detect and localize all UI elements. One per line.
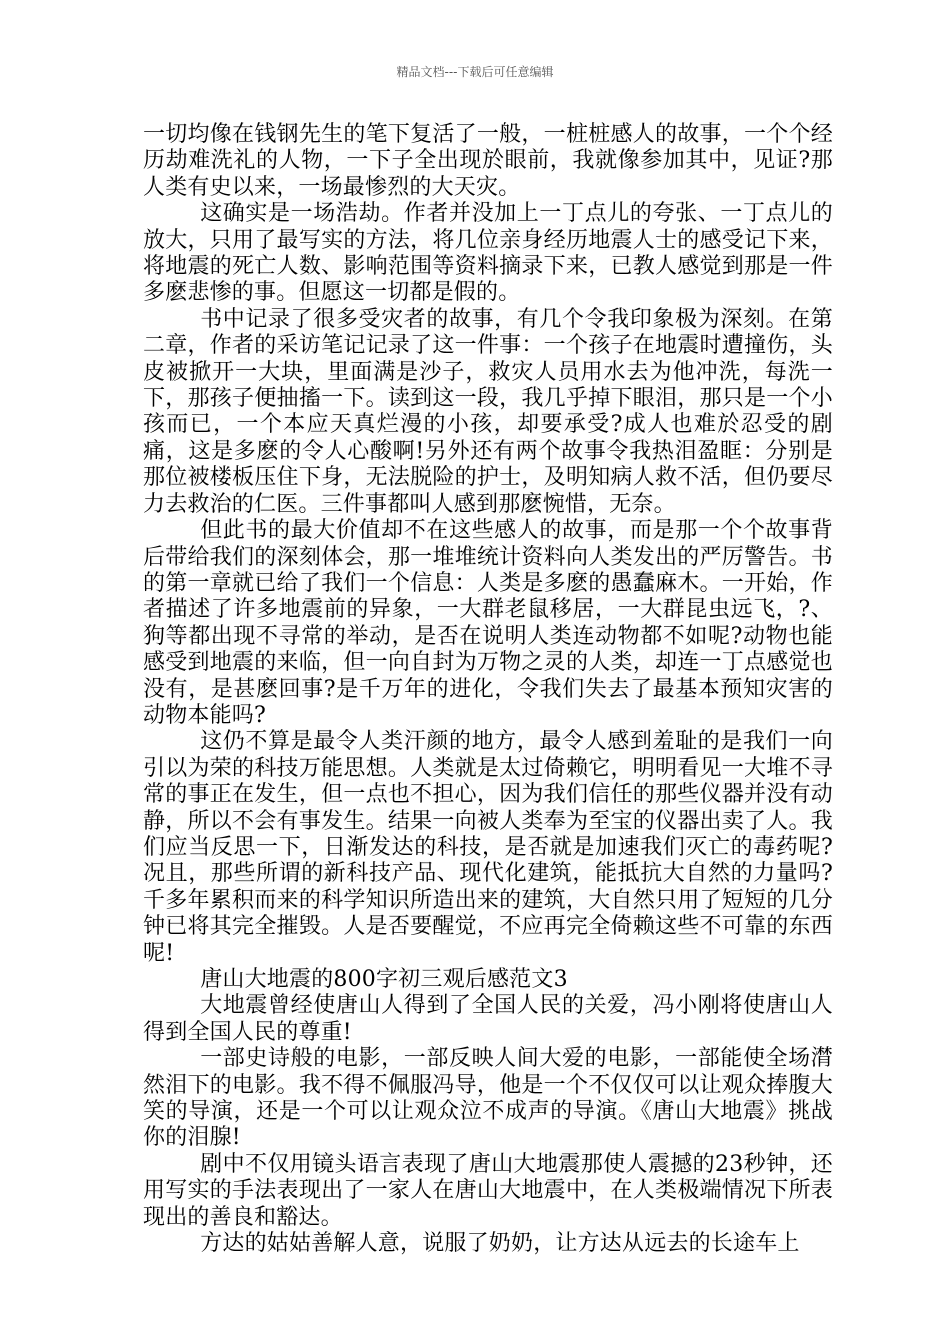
paragraph-8: 剧中不仅用镜头语言表现了唐山大地震那使人震撼的23秒钟，还用写实的手法表现出了一家人在唐山大地震中，在人类极端情况下所表现出的善良和豁达。 [143,1151,833,1230]
paragraph-6: 大地震曾经使唐山人得到了全国人民的关爱，冯小刚将使唐山人得到全国人民的尊重! [143,993,833,1045]
document-body [143,122,833,1257]
section-heading: 唐山大地震的800字初三观后感范文3 [200,967,568,992]
page-header: 精品文档---下载后可任意编辑 [396,65,554,79]
paragraph-3: 书中记录了很多受灾者的故事，有几个令我印象极为深刻。在第二章，作者的采访笔记记录了这一件事：一个孩子在地震时遭撞伤，头皮被掀开一大块，里面满是沙子，救灾人员用水去为他冲洗，每洗一下，那孩子便抽搐一下。读到这一段，我几乎掉下眼泪，那只是一个小孩而已，一个本应天真烂漫的小孩，却要承受?成人也难於忍受的剧痛，这是多麽的令人心酸啊!另外还有两个故事令我热泪盈眶：分别是那位被楼板压住下身，无法脱险的护士，及明知病人救不活，但仍要尽力去救治的仁医。三件事都叫人感到那麽惋惜，无奈。 [143,306,833,517]
paragraph-1: 一切均像在钱钢先生的笔下复活了一般，一桩桩感人的故事，一个个经历劫难洗礼的人物，一下子全出现於眼前，我就像参加其中，见证?那人类有史以来，一场最惨烈的大天灾。 [143,122,833,200]
paragraph-2: 这确实是一场浩劫。作者并没加上一丁点儿的夸张、一丁点儿的放大，只用了最写实的方法，将几位亲身经历地震人士的感受记下来，将地震的死亡人数、影响范围等资料摘录下来，已教人感觉到那是一件多麽悲惨的事。但愿这一切都是假的。 [143,201,833,306]
paragraph-7: 一部史诗般的电影，一部反映人间大爱的电影，一部能使全场潸然泪下的电影。我不得不佩服冯导，他是一个不仅仅可以让观众捧腹大笑的导演，还是一个可以让观众泣不成声的导演。《唐山大地震》挑战你的泪腺! [143,1046,833,1151]
paragraph-5: 这仍不算是最令人类汗颜的地方，最令人感到羞耻的是我们一向引以为荣的科技万能思想。人类就是太过倚赖它，明明看见一大堆不寻常的事正在发生，但一点也不担心，因为我们信任的那些仪器并没有动静，所以不会有事发生。结果一向被人类奉为至宝的仪器出卖了人。我们应当反思一下，日渐发达的科技，是否就是加速我们灭亡的毒药呢?况且，那些所谓的新科技产品、现代化建筑，能抵抗大自然的力量吗?千多年累积而来的科学知识所造出来的建筑，大自然只用了短短的几分钟已将其完全摧毁。人是否要醒觉，不应再完全倚赖这些不可靠的东西呢! [143,729,833,966]
paragraph-4: 但此书的最大价值却不在这些感人的故事，而是那一个个故事背后带给我们的深刻体会，那一堆堆统计资料向人类发出的严厉警告。书的第一章就已给了我们一个信息：人类是多麽的愚蠢麻木。一开始，作者描述了许多地震前的异象，一大群老鼠移居，一大群昆虫远飞，?、狗等都出现不寻常的举动，是否在说明人类连动物都不如呢?动物也能感受到地震的来临，但一向自封为万物之灵的人类，却连一丁点感觉也没有，是甚麽回事?是千万年的进化，令我们失去了最基本预知灾害的动物本能吗? [143,518,833,728]
paragraph-9: 方达的姑姑善解人意，说服了奶奶，让方达从远去的长途车上 [200,1231,800,1257]
